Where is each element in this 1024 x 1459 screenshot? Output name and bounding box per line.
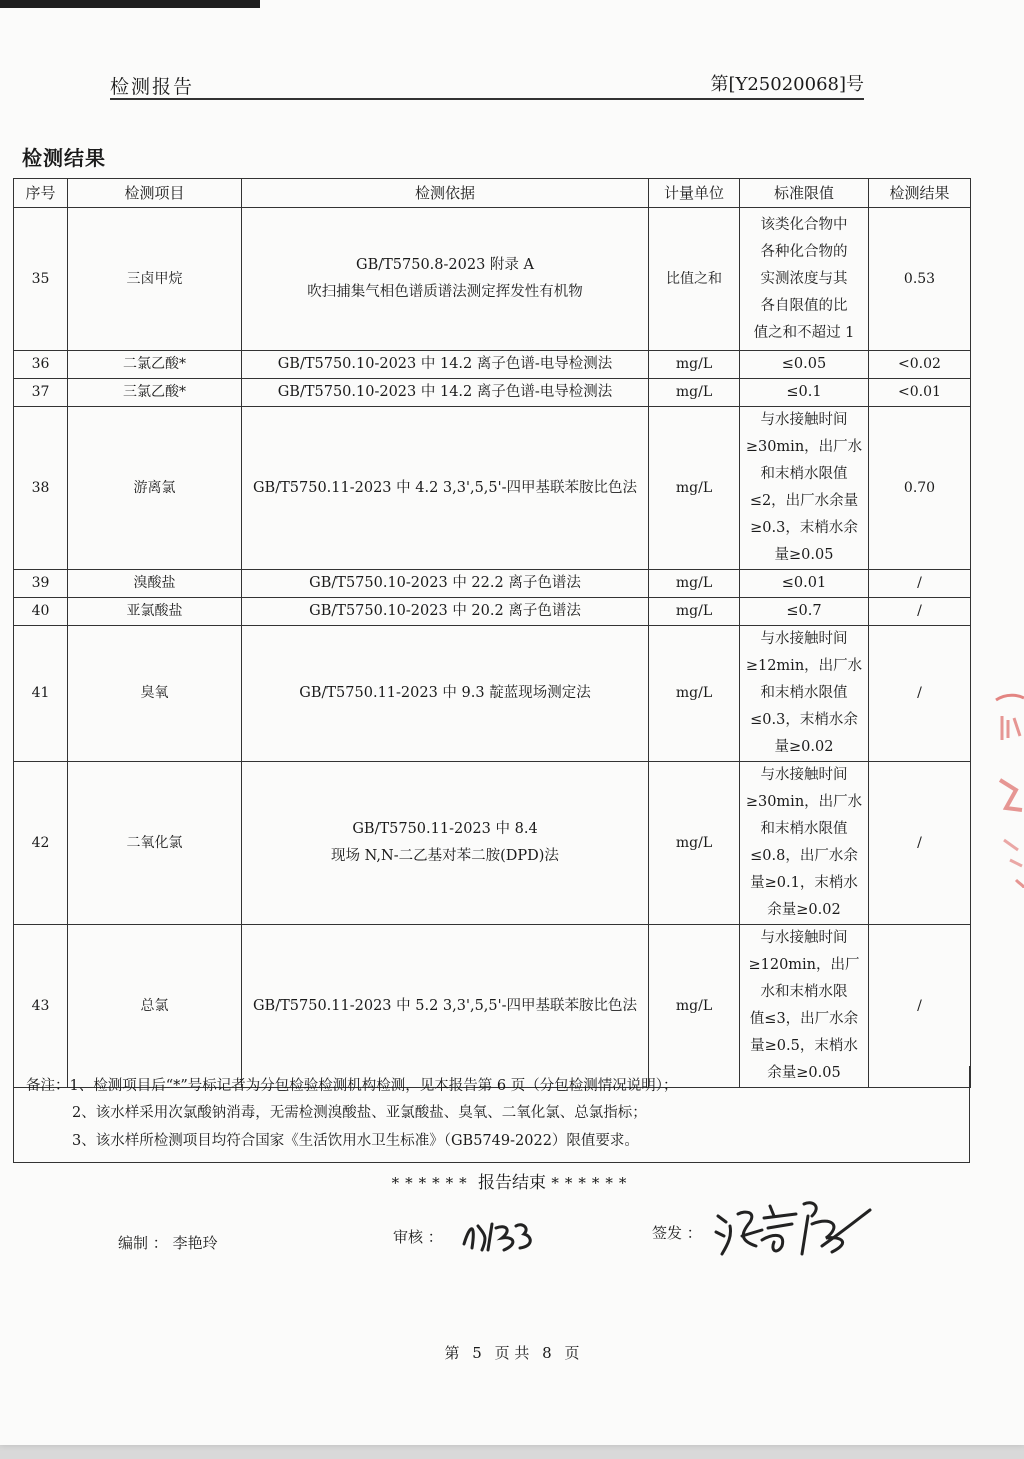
row-limit-line: 量≥0.02 [774, 739, 834, 755]
header-title: 检测报告 [110, 76, 195, 98]
row-limit-line: ≤0.8，出厂水余 [750, 848, 858, 864]
row-limit-line: ≥30min，出厂水 [745, 439, 863, 455]
signature-reviewer [393, 1226, 443, 1247]
row-basis [242, 762, 649, 925]
row-limit [740, 570, 869, 598]
row-result: 0.53 [869, 208, 971, 351]
row-limit-line: 水和末梢水限 [760, 984, 848, 1000]
row-limit-line: 与水接触时间 [760, 412, 848, 428]
row-limit-line: 和末梢水限值 [760, 821, 848, 837]
row-limit-line: 值之和不超过 1 [753, 324, 855, 341]
header-limit: 标准限值 [740, 179, 869, 208]
row-basis [242, 208, 649, 351]
row-result: / [869, 570, 971, 598]
row-limit-line: ≤0.05 [781, 356, 827, 372]
row-limit-line: ≤0.01 [781, 575, 827, 591]
row-basis-line: GB/T5750.11-2023 中 5.2 3,3',5,5'-四甲基联苯胺比色法 [252, 997, 638, 1014]
row-basis-line: GB/T5750.11-2023 中 8.4 [352, 821, 538, 837]
reviewer-handwritten-signature [458, 1214, 538, 1254]
row-basis-line: GB/T5750.10-2023 中 22.2 离子色谱法 [309, 575, 581, 591]
row-no: 36 [14, 351, 68, 379]
row-basis [242, 925, 649, 1088]
row-limit-line: 余量≥0.05 [767, 1065, 841, 1081]
row-basis [242, 407, 649, 570]
remarks [13, 1066, 970, 1163]
row-basis [242, 351, 649, 379]
row-unit: 比值之和 [649, 208, 740, 351]
footer-mid: 页 共 [494, 1344, 530, 1362]
row-limit [740, 351, 869, 379]
header-unit: 计量单位 [649, 179, 740, 208]
row-basis [242, 626, 649, 762]
row-item: 三氯乙酸* [68, 379, 242, 407]
table-row [14, 762, 971, 925]
row-no: 39 [14, 570, 68, 598]
row-limit [740, 598, 869, 626]
row-no: 37 [14, 379, 68, 407]
row-limit [740, 925, 869, 1088]
row-result: / [869, 925, 971, 1088]
red-seal-fragment [994, 690, 1024, 890]
review-label: 审核 ： [393, 1228, 443, 1246]
section-title: 检测结果 [22, 146, 106, 170]
row-limit-line: 余量≥0.02 [767, 902, 841, 918]
row-unit: mg/L [649, 570, 740, 598]
page-footer [0, 1342, 1024, 1363]
signature-issuer [652, 1222, 702, 1243]
row-basis [242, 379, 649, 407]
end-stars-right: ****** [551, 1174, 633, 1192]
footer-prefix: 第 [444, 1344, 460, 1362]
row-limit-line: ≤0.1 [786, 384, 822, 400]
row-limit-line: 与水接触时间 [760, 631, 848, 647]
row-basis [242, 598, 649, 626]
row-item: 游离氯 [68, 407, 242, 570]
row-result: / [869, 626, 971, 762]
row-item: 二氧化氯 [68, 762, 242, 925]
row-limit-line: 各种化合物的 [760, 243, 848, 260]
remark-2: 2、该水样采用次氯酸钠消毒，无需检测溴酸盐、亚氯酸盐、臭氧、二氧化氯、总氯指标； [72, 1105, 647, 1121]
row-item: 溴酸盐 [68, 570, 242, 598]
row-unit: mg/L [649, 598, 740, 626]
end-text: 报告结束 [478, 1173, 546, 1193]
table-row [14, 925, 971, 1088]
row-basis-line: GB/T5750.11-2023 中 4.2 3,3',5,5'-四甲基联苯胺比色法 [252, 479, 638, 496]
row-limit [740, 379, 869, 407]
row-limit-line: ≤0.7 [786, 603, 822, 619]
signature-compiler [118, 1232, 218, 1253]
row-no: 42 [14, 762, 68, 925]
row-item: 臭氧 [68, 626, 242, 762]
row-result: / [869, 762, 971, 925]
row-basis-line: 吹扫捕集气相色谱质谱法测定挥发性有机物 [307, 284, 583, 300]
report-header [110, 68, 864, 100]
row-result: / [869, 598, 971, 626]
header-no: 序号 [14, 179, 68, 208]
table-row [14, 208, 971, 351]
row-unit: mg/L [649, 407, 740, 570]
row-item: 二氯乙酸* [68, 351, 242, 379]
row-limit-line: ≤0.3，末梢水余 [750, 712, 858, 728]
compile-label: 编制 ： [118, 1234, 168, 1252]
row-limit [740, 208, 869, 351]
row-result: <0.01 [869, 379, 971, 407]
table-row [14, 351, 971, 379]
row-limit-line: ≥12min，出厂水 [745, 658, 863, 674]
row-unit: mg/L [649, 351, 740, 379]
row-limit-line: ≥120min，出厂 [748, 957, 860, 973]
header-result: 检测结果 [869, 179, 971, 208]
row-basis-line: GB/T5750.10-2023 中 14.2 离子色谱-电导检测法 [277, 384, 613, 400]
row-limit-line: 量≥0.1，末梢水 [750, 875, 858, 891]
row-limit-line: 与水接触时间 [760, 930, 848, 946]
remark-1: 备注：1、检测项目后“*”号标记者为分包检验检测机构检测，见本报告第 6 页（分包检测情况说明）； [26, 1078, 678, 1094]
row-limit-line: 与水接触时间 [760, 767, 848, 783]
row-limit [740, 626, 869, 762]
row-basis-line: GB/T5750.11-2023 中 9.3 靛蓝现场测定法 [299, 685, 591, 701]
table-row [14, 598, 971, 626]
row-item: 三卤甲烷 [68, 208, 242, 351]
row-limit-line: 各自限值的比 [760, 297, 848, 314]
header-basis: 检测依据 [242, 179, 649, 208]
header-item: 检测项目 [68, 179, 242, 208]
row-basis-line: GB/T5750.10-2023 中 14.2 离子色谱-电导检测法 [277, 356, 613, 372]
row-limit-line: 该类化合物中 [760, 216, 848, 233]
table-row [14, 379, 971, 407]
row-no: 43 [14, 925, 68, 1088]
compile-name: 李艳玲 [172, 1234, 218, 1252]
table-header-row [14, 179, 971, 208]
row-item: 亚氯酸盐 [68, 598, 242, 626]
row-no: 41 [14, 626, 68, 762]
row-basis-line: 现场 N,N-二乙基对苯二胺(DPD)法 [331, 848, 559, 864]
footer-page: 5 [472, 1344, 482, 1362]
table-row [14, 626, 971, 762]
row-unit: mg/L [649, 762, 740, 925]
row-limit-line: ≤2，出厂水余量 [749, 493, 859, 509]
row-basis [242, 570, 649, 598]
row-limit-line: ≥0.3，末梢水余 [750, 520, 858, 536]
row-item: 总氯 [68, 925, 242, 1088]
results-table [13, 178, 971, 1088]
report-end-line [0, 1168, 1024, 1193]
row-basis-line: GB/T5750.10-2023 中 20.2 离子色谱法 [309, 603, 581, 619]
row-limit-line: ≥30min，出厂水 [745, 794, 863, 810]
row-limit-line: 和末梢水限值 [760, 685, 848, 701]
report-number: 第[Y25020068]号 [710, 74, 864, 95]
footer-suffix: 页 [564, 1344, 580, 1362]
row-no: 40 [14, 598, 68, 626]
table-row [14, 570, 971, 598]
row-unit: mg/L [649, 925, 740, 1088]
row-unit: mg/L [649, 379, 740, 407]
remark-3: 3、该水样所检测项目均符合国家《生活饮用水卫生标准》（GB5749-2022）限值要求。 [72, 1133, 639, 1149]
row-result: <0.02 [869, 351, 971, 379]
end-stars-left: ****** [391, 1174, 473, 1192]
top-edge-shadow [0, 0, 260, 8]
table-row [14, 407, 971, 570]
row-limit [740, 762, 869, 925]
table-body [14, 208, 971, 1088]
row-limit-line: 和末梢水限值 [760, 466, 848, 482]
issuer-handwritten-signature [712, 1196, 872, 1260]
issue-label: 签发 ： [652, 1224, 702, 1242]
row-basis-line: GB/T5750.8-2023 附录 A [355, 257, 535, 273]
row-result: 0.70 [869, 407, 971, 570]
row-limit-line: 值≤3，出厂水余 [749, 1011, 859, 1027]
footer-total: 8 [542, 1344, 552, 1362]
row-limit-line: 量≥0.05 [774, 547, 834, 563]
row-limit [740, 407, 869, 570]
row-no: 35 [14, 208, 68, 351]
row-unit: mg/L [649, 626, 740, 762]
row-limit-line: 实测浓度与其 [760, 270, 848, 287]
row-limit-line: 量≥0.5，末梢水 [750, 1038, 858, 1054]
row-no: 38 [14, 407, 68, 570]
